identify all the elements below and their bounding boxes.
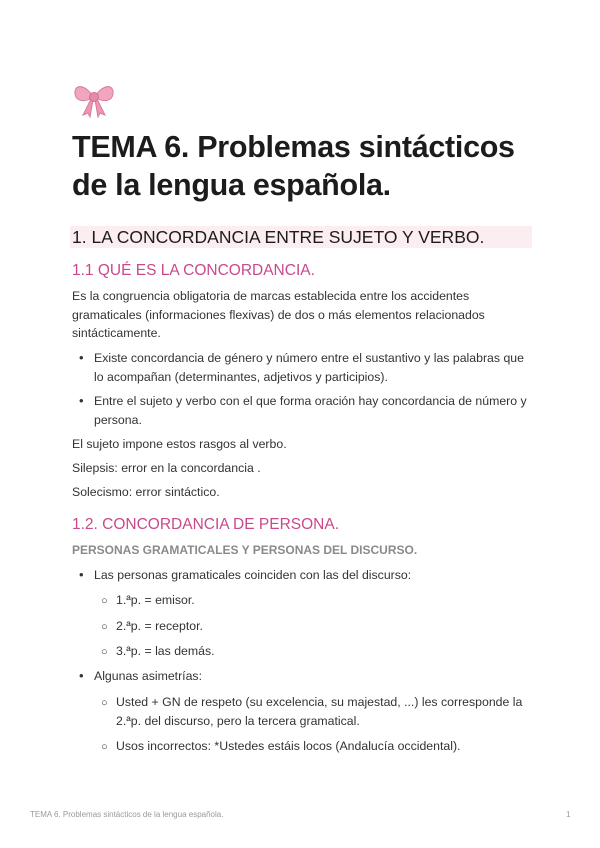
nested-list-item: ○ 1.ªp. = emisor. — [116, 591, 534, 610]
hollow-bullet-icon: ○ — [101, 741, 108, 753]
list-item: • Existe concordancia de género y número entre el sustantivo y las palabras que lo acompañan (determinantes, adjetivos y participios). — [79, 350, 524, 384]
footer-title: TEMA 6. Problemas sintácticos de la lengua española. — [30, 810, 224, 819]
list-item: • Algunas asimetrías: — [94, 667, 534, 686]
bullet-icon: • — [79, 393, 84, 408]
nested-list-item: ○ Usted + GN de respeto (su excelencia, su majestad, ...) les corresponde la 2.ªp. del discurso, pero la tercera gramatical. — [101, 695, 523, 728]
hollow-bullet-icon: ○ — [101, 697, 108, 709]
subsection-heading: 1.2. CONCORDANCIA DE PERSONA. — [72, 516, 340, 533]
bullet-icon: • — [79, 668, 84, 683]
list-item: • Entre el sujeto y verbo con el que forma oración hay concordancia de número y persona. — [79, 393, 527, 427]
hollow-bullet-icon: ○ — [101, 621, 108, 633]
bullet-icon: • — [79, 350, 84, 365]
hollow-bullet-icon: ○ — [101, 646, 108, 658]
page-number: 1 — [566, 810, 571, 819]
pink-bow-icon — [72, 78, 116, 118]
nested-list-item: ○ 3.ªp. = las demás. — [116, 642, 534, 661]
paragraph: Silepsis: error en la concordancia . — [72, 461, 261, 475]
list-item: • Las personas gramaticales coinciden con las del discurso: — [94, 566, 534, 585]
paragraph: El sujeto impone estos rasgos al verbo. — [72, 437, 287, 451]
definition-paragraph: Es la congruencia obligatoria de marcas establecida entre los accidentes gramaticales (informaciones flexivas) de dos o más elementos relacionados sintácticamente. — [72, 289, 485, 340]
nested-list-item: ○ Usos incorrectos: *Ustedes estáis locos (Andalucía occidental). — [116, 737, 534, 756]
paragraph: Solecismo: error sintáctico. — [72, 485, 220, 499]
subsection-heading: 1.1 QUÉ ES LA CONCORDANCIA. — [72, 262, 315, 279]
page-title: TEMA 6. Problemas sintácticos de la lengua española. — [72, 130, 515, 202]
minor-heading: PERSONAS GRAMATICALES Y PERSONAS DEL DISCURSO. — [72, 543, 418, 557]
nested-list-item: ○ 2.ªp. = receptor. — [116, 617, 534, 636]
hollow-bullet-icon: ○ — [101, 595, 108, 607]
section-heading: 1. LA CONCORDANCIA ENTRE SUJETO Y VERBO. — [70, 226, 532, 248]
bullet-icon: • — [79, 567, 84, 582]
